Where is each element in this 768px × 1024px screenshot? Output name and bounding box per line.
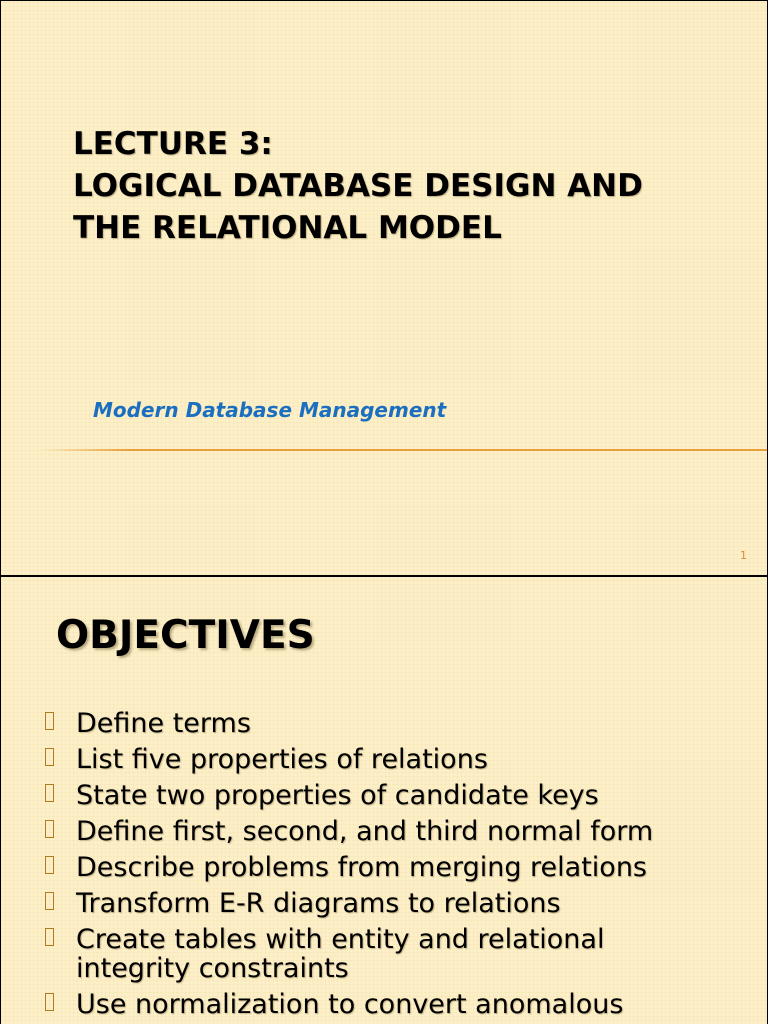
slide-title [73,123,643,249]
list-item-text: Define terms [76,708,251,739]
title-line-3: THE RELATIONAL MODEL [73,210,502,246]
divider-line [41,449,767,451]
slide-2 [0,576,768,1024]
title-line-2: LOGICAL DATABASE DESIGN AND [73,168,643,204]
list-item-text: Transform E-R diagrams to relations [76,888,561,919]
list-item-text: State two properties of candidate keys [76,780,599,811]
slide-subtitle: Modern Database Management [93,398,447,422]
list-item-text: Use normalization to convert anomalous [76,989,624,1020]
list-item-text-continued: integrity constraints [76,953,349,984]
list-item-text: Create tables with entity and relational [76,924,605,955]
slide-number: 1 [740,549,747,562]
list-item [45,889,757,918]
square-bullet-icon [45,784,54,802]
list-item [45,990,757,1019]
list-item-text: Define first, second, and third normal form [76,816,654,847]
list-item [45,817,757,846]
objectives-heading: OBJECTIVES [56,613,315,658]
square-bullet-icon [45,712,54,730]
objectives-list [45,709,757,1024]
list-item-text: List five properties of relations [76,744,488,775]
square-bullet-icon [45,928,54,946]
title-colon: : [260,126,273,162]
list-item [45,745,757,774]
square-bullet-icon [45,748,54,766]
list-item [45,925,757,983]
list-item [45,781,757,810]
list-item-text: Describe problems from merging relations [76,852,647,883]
square-bullet-icon [45,892,54,910]
square-bullet-icon [45,993,54,1011]
square-bullet-icon [45,820,54,838]
list-item [45,853,757,882]
list-item [45,709,757,738]
lecture-number: LECTURE 3 [73,126,261,162]
square-bullet-icon [45,856,54,874]
